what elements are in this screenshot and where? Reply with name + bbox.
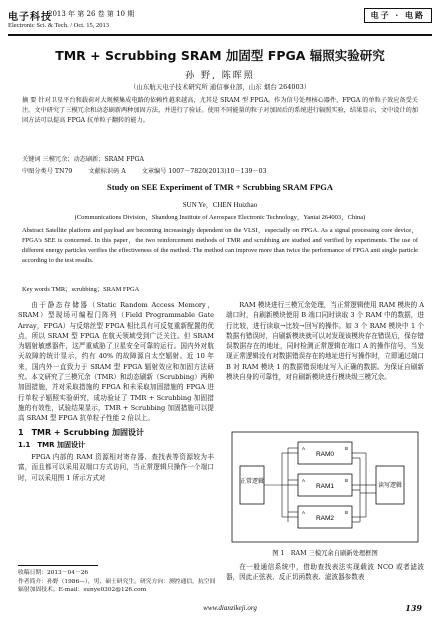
journal-issue-cn: 2013 年 第 26 卷 第 10 期 [48, 10, 135, 18]
author-bio: 作者简介：孙野（1986—），男，硕士研究生。研究方向：测控通信，抗空间辐射加固技术。E-mail：sunye0302@126.com [18, 578, 216, 593]
body-right-column [226, 300, 424, 382]
ram0-block [298, 442, 352, 464]
clc-number: 中图分类号 TN79 [22, 168, 73, 175]
body-left-column [18, 300, 214, 483]
ram0-port-b: B [345, 446, 349, 451]
ram0-label: RAM0 [315, 451, 335, 458]
ram1-port-b: B [345, 478, 349, 483]
right-paragraph-1: RAM 模块进行三模冗余处理，当正常逻辑使用 RAM 模块的 A 端口时，自刷新模块使用 B 端口同时读取 3 个 RAM 中的数据，进行比较，进行读取→比较→回写的操作。如 3 个 RAM 模块中 1 个数据有错误时，自刷新模块就可以对发现该模块存在错误后，保存错误数据存在的地址，同时检测正常逻辑在端口 A 的操作信号，当发现正常逻辑没有对数据错误存在的地址进行写操作时，立即通过端口 B 对 RAM 模块 1 的数据错误地址写入正确的数据。为保证自刷新模块自身的可靠性，对自刷新模块进行模块级三模冗余。 [226, 301, 424, 382]
authors-cn: 孙 野, 陈晖照 [185, 71, 255, 81]
ram2-port-b: B [345, 510, 349, 515]
section-heading-1: 1 TMR + Scrubbing 加固设计 [18, 427, 144, 437]
ram1-label: RAM1 [315, 483, 335, 490]
keywords-en: Key words TMR；scrubbing；SRAM FPGA [22, 286, 140, 293]
article-number: 文章编号 1007－7820(2013)10－139－03 [141, 168, 267, 175]
classification-cn [22, 166, 418, 175]
ram2-port-a: A [302, 510, 306, 515]
keywords-cn: 关键词 三模冗余；动态刷新；SRAM FPGA [22, 156, 144, 163]
figure-1-caption: 图 1 RAM 三模冗余自刷新处理框图 [272, 550, 378, 557]
figure-1-diagram [226, 428, 424, 546]
section-1-1-paragraph: FPGA 内部的 RAM 资源相对寄存器、查找表等资源较为丰富，而且都可以采用双端口方式访问，当正常逻辑只操作一个端口时，可以采用图 1 所示方式对 [18, 453, 214, 482]
footnote-rule [18, 565, 98, 566]
footer-website[interactable]: www.dianzikeji.org [203, 604, 257, 612]
right-column-bottom [226, 562, 424, 583]
header-rule [8, 34, 432, 36]
doc-code: 文献标识码 A [88, 168, 126, 175]
right-paragraph-2: 在一般通信系统中，借助查找表法实现载波 NCO 或者滤波器，因此正弦表、反正切函数表、滤波器参数表 [226, 563, 424, 582]
ram2-block [298, 506, 352, 528]
ram0-port-a: A [302, 446, 306, 451]
figure-1-svg [226, 428, 424, 546]
received-date: 收稿日期：2013－04－26 [18, 570, 89, 576]
self-refresh-label: 读写逻辑 [377, 483, 403, 489]
paper-title-en: Study on SEE Experiment of TMR + Scrubbing SRAM FPGA [107, 182, 333, 192]
normal-logic-label: 正常逻辑 [239, 479, 265, 485]
affiliation-en: (Communications Division，Shandong Institute of Aerospace Electronic Technology，Yantai 264003，China) [74, 214, 366, 221]
footnote [18, 569, 218, 595]
paper-title-cn: TMR + Scrubbing SRAM 加固型 FPGA 辐照实验研究 [55, 48, 385, 63]
normal-logic-box [240, 466, 264, 504]
abstract-cn: 摘 要 针对卫星平台和载荷对大规模集成电路的依赖性越来越高，尤其是 SRAM 型 FPGA。作为信号处理核心器件，FPGA 的单粒子效应备受关注。文中研究了三模冗余和动态刷新两种加固方法，并进行了验证。使用不同能量的粒子对加固后的系统进行辐照实验，结果显示，文中设计的加固方法可以提高 FPGA 抗单粒子翻转的能力。 [22, 97, 418, 124]
affiliation-cn: （山东航天电子技术研究所 通信事业部，山东 烟台 264003） [129, 83, 311, 91]
ram2-label: RAM2 [315, 515, 335, 522]
page-number: 139 [405, 603, 422, 613]
intro-paragraph: 由于静态存储器（Static Random Access Memory，SRAM）型现场可编程门阵列（Field Programmable Gate Array，FPGA）与反熔丝型 FPGA 相比具有可反复重新配置的优点，所以 SRAM 型 FPGA 在航天领域受到广泛关注。但 SRAM 为辐射敏感器件，这严重威胁了卫星安全可靠的运行。国内外对航天故障的统计显示，约有 40% 的故障源自太空辐射。近 10 年来，国内外一直致力于 SRAM 型 FPGA 辐射效应和加固方法研究。本文研究了三模冗余（TMR）和动态刷新（Scrubbing）两种加固措施，并对采取措施的 FPGA 和未采取加固措施的 FPGA 进行单粒子辐照实验研究，成功验证了 TMR + Scrubbing 加固措施的有效性，试验结果显示，TMR + Scrubbing 加固措施可以提高 SRAM 型 FPGA 抗单粒子性能 2 倍以上。 [18, 301, 214, 423]
ram1-port-a: A [302, 478, 306, 483]
abstract-en: Abstract Satellite platform and payload are becoming increasingly dependent on the VLSI，especially on FPGA. As a signal processing core device，FPGA's SEE is concerned. In this paper，the two reinforcement methods of TMR and scrubbing are studied and verified by experiments. The use of different energy particles verifies the effectiveness of the method. The method can improve more than twice the performance of FPGA anti single particle according to the test results. [22, 227, 418, 264]
journal-issue-en: Electronic Sci. & Tech. / Oct. 15, 2013 [8, 22, 110, 29]
section-label: 电子 · 电路 [364, 8, 432, 23]
section-heading-1-1: 1.1 TMR 加固设计 [18, 440, 85, 449]
ram1-block [298, 474, 352, 496]
authors-en: SUN Ye，CHEN Huizhao [182, 201, 258, 209]
journal-logo: 电子科技 [8, 12, 52, 23]
